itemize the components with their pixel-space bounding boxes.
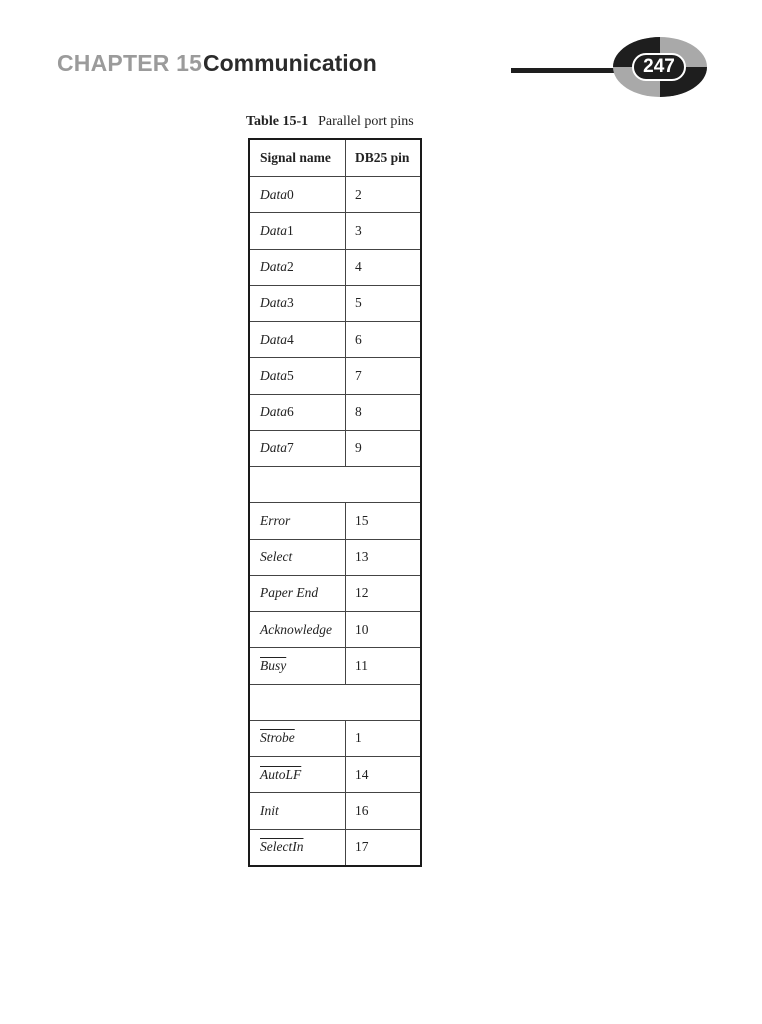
signal-name: Data — [260, 331, 287, 347]
parallel-port-pin-table — [248, 138, 422, 867]
column-header-signal-name: Signal name — [250, 140, 346, 176]
column-header-db25-pin: DB25 pin — [355, 150, 410, 165]
table-caption-text: Parallel port pins — [318, 114, 414, 129]
table-row — [250, 611, 420, 647]
table-row — [250, 829, 420, 865]
signal-name-cell — [250, 757, 346, 792]
db25-pin-cell: 9 — [355, 440, 362, 456]
signal-index: 2 — [287, 259, 294, 275]
signal-name-cell — [250, 830, 346, 865]
db25-pin-cell: 4 — [355, 259, 362, 275]
db25-pin-cell: 13 — [355, 549, 369, 565]
signal-name-cell — [250, 648, 346, 683]
table-row — [250, 756, 420, 792]
table-row — [250, 285, 420, 321]
signal-name: Busy — [260, 657, 287, 673]
table-row — [250, 539, 420, 575]
db25-pin-cell: 7 — [355, 367, 362, 383]
signal-name: AutoLF — [260, 766, 302, 782]
signal-name: Data — [260, 367, 287, 383]
table-row — [250, 212, 420, 248]
table-row — [250, 720, 420, 756]
signal-name-cell — [250, 467, 346, 502]
signal-name: Strobe — [260, 730, 295, 746]
table-row — [250, 394, 420, 430]
signal-name-cell — [250, 612, 346, 647]
db25-pin-cell: 5 — [355, 295, 362, 311]
signal-index: 0 — [287, 186, 294, 202]
db25-pin-cell: 2 — [355, 186, 362, 202]
table-row — [250, 684, 420, 720]
db25-pin-cell — [346, 685, 420, 720]
table-row — [250, 176, 420, 212]
signal-name: Data — [260, 404, 287, 420]
table-row — [250, 249, 420, 285]
db25-pin-cell: 6 — [355, 331, 362, 347]
signal-name-cell — [250, 395, 346, 430]
signal-index: 1 — [287, 222, 294, 238]
signal-index: 5 — [287, 367, 294, 383]
signal-name-cell — [250, 503, 346, 538]
table-header-row — [250, 140, 420, 176]
signal-name-cell — [250, 177, 346, 212]
chapter-label: CHAPTER 15 — [57, 50, 203, 76]
db25-pin-cell: 10 — [355, 621, 369, 637]
signal-name-cell — [250, 540, 346, 575]
db25-pin-cell: 12 — [355, 585, 369, 601]
signal-name-cell — [250, 286, 346, 321]
signal-name: Data — [260, 440, 287, 456]
page-number: 247 — [643, 56, 675, 77]
signal-name: Paper End — [260, 585, 319, 601]
table-row — [250, 502, 420, 538]
db25-pin-cell: 3 — [355, 222, 362, 238]
table-body — [250, 176, 420, 865]
table-label: Table 15-1 — [246, 114, 309, 129]
signal-name-cell — [250, 721, 346, 756]
chapter-title: Communication — [203, 50, 377, 76]
db25-pin-cell: 17 — [355, 839, 369, 855]
signal-name: Init — [260, 802, 279, 818]
signal-name: Select — [260, 549, 293, 565]
signal-name: Data — [260, 295, 287, 311]
table-row — [250, 647, 420, 683]
signal-name-cell — [250, 250, 346, 285]
db25-pin-cell — [346, 467, 420, 502]
table-row — [250, 357, 420, 393]
db25-pin-cell: 11 — [355, 657, 368, 673]
signal-index: 4 — [287, 331, 294, 347]
table-row — [250, 321, 420, 357]
signal-index: 7 — [287, 440, 294, 456]
signal-name: Acknowledge — [260, 621, 332, 637]
signal-name: Data — [260, 259, 287, 275]
table-caption — [246, 114, 414, 130]
table-row — [250, 430, 420, 466]
signal-index: 3 — [287, 295, 294, 311]
signal-name-cell — [250, 793, 346, 828]
signal-name-cell — [250, 576, 346, 611]
db25-pin-cell: 8 — [355, 404, 362, 420]
table-row — [250, 792, 420, 828]
signal-name-cell — [250, 358, 346, 393]
signal-index: 6 — [287, 404, 294, 420]
signal-name-cell — [250, 213, 346, 248]
signal-name: SelectIn — [260, 839, 304, 855]
signal-name-cell — [250, 322, 346, 357]
db25-pin-cell: 14 — [355, 766, 369, 782]
table-row — [250, 466, 420, 502]
signal-name: Error — [260, 512, 291, 528]
db25-pin-cell: 15 — [355, 512, 369, 528]
signal-name: Data — [260, 186, 287, 202]
table-row — [250, 575, 420, 611]
signal-name-cell — [250, 685, 346, 720]
db25-pin-cell: 1 — [355, 730, 362, 746]
signal-name-cell — [250, 431, 346, 466]
db25-pin-cell: 16 — [355, 802, 369, 818]
signal-name: Data — [260, 222, 287, 238]
